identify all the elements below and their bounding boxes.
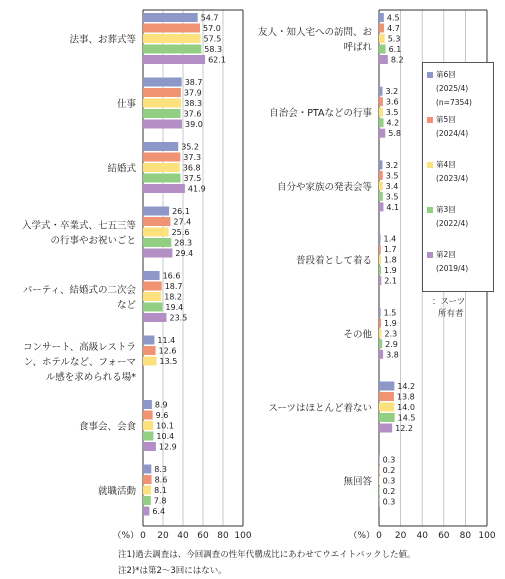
bar-第6回: [379, 308, 381, 317]
data-label: 12.9: [158, 442, 177, 452]
bar-第2回: [379, 202, 383, 211]
data-label: 58.3: [204, 45, 223, 54]
bar-第5回: [379, 318, 381, 327]
data-label: 6.1: [388, 45, 402, 54]
bar-第2回: [143, 184, 185, 193]
bar-第5回: [143, 217, 170, 226]
category-label: の行事やお祝いごと: [50, 235, 136, 247]
data-label: 37.6: [183, 109, 202, 119]
data-label: 41.9: [187, 184, 206, 194]
category-label: 法事、お葬式等: [69, 34, 136, 46]
bar-第5回: [143, 475, 152, 484]
data-label: 12.2: [395, 424, 413, 433]
data-label: 39.0: [185, 120, 203, 129]
bar-第4回: [143, 292, 161, 301]
bar-第4回: [379, 108, 383, 117]
legend-swatch: [427, 162, 433, 168]
x-tick-label: 20: [157, 531, 169, 541]
bar-第2回: [379, 424, 392, 433]
data-label: 8.1: [154, 486, 167, 495]
bar-第4回: [379, 476, 380, 485]
bar-第5回: [143, 153, 180, 162]
data-label: 14.2: [397, 382, 416, 391]
bar-第6回: [379, 382, 394, 391]
bar-第4回: [379, 403, 394, 412]
data-label: 27.4: [173, 217, 192, 227]
data-label: 4.5: [386, 13, 400, 23]
data-label: 10.1: [156, 421, 174, 431]
x-tick-label: 0: [140, 531, 146, 541]
bar-第6回: [143, 465, 151, 474]
category-label: ル感を求められる場*: [45, 372, 136, 383]
bar-第3回: [143, 496, 151, 505]
bar-第2回: [143, 120, 182, 129]
bar-第2回: [379, 129, 385, 138]
bar-第3回: [379, 45, 386, 54]
data-label: 13.8: [396, 392, 415, 402]
legend-series-name: 第3回: [436, 205, 456, 214]
bar-第5回: [379, 97, 383, 106]
data-label: 0.2: [382, 466, 396, 476]
data-label: 14.5: [397, 413, 416, 423]
x-tick-label: 40: [177, 531, 189, 541]
bar-第6回: [379, 455, 380, 464]
data-label: 3.8: [386, 350, 399, 360]
data-label: 16.6: [162, 271, 181, 281]
data-label: 2.3: [384, 329, 398, 339]
bar-第6回: [379, 160, 382, 169]
data-label: 37.5: [183, 174, 202, 183]
legend-swatch: [427, 72, 433, 78]
x-tick-label: 80: [217, 531, 229, 541]
data-label: 4.7: [387, 24, 400, 33]
bar-第5回: [379, 171, 383, 180]
x-unit-label: （%）: [348, 531, 375, 541]
data-label: 0.2: [382, 487, 396, 497]
bar-第6回: [143, 142, 178, 151]
data-label: 7.8: [153, 496, 167, 506]
data-label: 28.3: [174, 238, 193, 248]
category-label: 呼ばれ: [343, 42, 372, 53]
data-label: 57.5: [203, 34, 222, 44]
category-label: 仕事: [116, 99, 136, 110]
bar-第3回: [143, 238, 171, 247]
data-label: 3.2: [385, 87, 399, 97]
subset-note-line-2: 所有者: [438, 309, 464, 319]
bar-第4回: [379, 181, 383, 190]
bar-第6回: [379, 13, 384, 22]
bar-第6回: [143, 207, 169, 216]
bar-第4回: [143, 357, 157, 366]
data-label: 3.4: [385, 181, 399, 191]
data-label: 37.9: [183, 88, 202, 98]
bar-第4回: [143, 421, 153, 430]
data-label: 8.2: [390, 55, 404, 65]
bar-第4回: [379, 329, 381, 338]
data-label: 11.4: [157, 336, 176, 345]
legend-series-period: (2025/4): [436, 84, 469, 93]
bar-第2回: [143, 313, 167, 322]
legend-series-name: 第4回: [436, 160, 456, 169]
data-label: 4.1: [386, 202, 400, 212]
bar-第3回: [379, 413, 395, 422]
x-tick-label: 0: [376, 531, 382, 541]
x-tick-label: 60: [438, 531, 450, 541]
bar-第2回: [379, 497, 380, 506]
bar-第3回: [143, 432, 153, 441]
data-label: 8.6: [154, 475, 168, 485]
category-label: パーティ、結婚式の二次会: [22, 285, 136, 296]
x-tick-label: 80: [459, 531, 472, 541]
data-label: 38.7: [184, 78, 203, 87]
bar-第3回: [143, 109, 181, 118]
data-label: 36.8: [182, 163, 201, 173]
data-label: 1.7: [383, 245, 397, 255]
bar-第5回: [143, 282, 162, 291]
data-label: 0.3: [382, 476, 396, 486]
category-label: スーツはほとんど着ない: [268, 403, 372, 414]
respondent-subset-note: [432, 296, 465, 320]
bar-第4回: [379, 34, 385, 43]
legend-swatch: [427, 252, 433, 258]
bar-第3回: [379, 339, 382, 348]
data-label: 1.4: [383, 234, 397, 244]
bar-第6回: [379, 87, 382, 96]
category-label: 普段着として着る: [295, 255, 372, 267]
legend-swatch: [427, 207, 433, 213]
legend-series-period: (2019/4): [436, 264, 469, 273]
bar-第5回: [143, 346, 156, 355]
data-label: 4.2: [386, 118, 400, 128]
data-label: 3.5: [385, 171, 399, 181]
bar-第5回: [143, 24, 200, 33]
data-label: 2.1: [384, 276, 398, 286]
bar-第6回: [143, 336, 154, 345]
legend-series-name: 第5回: [436, 115, 456, 124]
category-label: コンサート、高級レストラ: [23, 342, 136, 353]
data-label: 3.5: [385, 192, 399, 202]
x-tick-label: 100: [234, 531, 252, 541]
bar-第3回: [143, 45, 201, 54]
data-label: 23.5: [169, 313, 188, 323]
legend: [422, 62, 494, 292]
data-label: 26.1: [172, 207, 190, 216]
data-label: 5.3: [387, 34, 401, 44]
category-label: 友人・知人宅への訪問、お: [257, 27, 372, 38]
bar-第2回: [143, 55, 205, 64]
data-label: 18.7: [164, 282, 183, 291]
legend-swatch: [427, 117, 433, 123]
category-label: ン、ホテルなど、フォーマ: [23, 357, 136, 368]
bar-第3回: [379, 118, 384, 127]
legend-series-name: 第6回: [436, 70, 456, 79]
data-label: 2.9: [385, 339, 398, 349]
bar-第6回: [143, 78, 182, 87]
bar-第4回: [143, 228, 169, 237]
data-label: 0.3: [382, 455, 396, 465]
legend-series-period: (2023/4): [436, 174, 469, 183]
category-label: その他: [343, 329, 372, 341]
data-label: 9.6: [155, 411, 169, 420]
category-label: 自治会・PTAなどの行事: [269, 108, 372, 120]
data-label: 10.4: [156, 432, 175, 441]
bar-第5回: [379, 466, 380, 475]
data-label: 3.5: [385, 108, 399, 118]
data-label: 0.3: [382, 497, 396, 507]
bar-第3回: [379, 487, 380, 496]
bar-第5回: [379, 245, 381, 254]
bar-第4回: [143, 163, 180, 172]
bar-第3回: [143, 174, 181, 183]
data-label: 1.9: [384, 318, 397, 328]
data-label: 3.6: [385, 97, 399, 107]
footnote-1: 注1)過去調査は、今回調査の性年代構成比にあわせてウエイトバックした値。: [118, 550, 416, 560]
bar-第2回: [143, 507, 149, 516]
data-label: 54.7: [200, 13, 219, 23]
bar-第4回: [143, 99, 181, 108]
bar-第6回: [143, 271, 160, 280]
bar-第5回: [379, 392, 394, 401]
bar-第4回: [143, 486, 151, 495]
data-label: 18.2: [164, 292, 183, 302]
x-tick-label: 100: [478, 531, 496, 541]
bar-第3回: [379, 192, 383, 201]
data-label: 62.1: [208, 55, 226, 65]
legend-series-name: 第2回: [436, 250, 456, 259]
category-label: 自分や家族の発表会等: [276, 181, 372, 193]
bar-第6回: [143, 13, 198, 22]
data-label: 3.2: [385, 160, 399, 170]
data-label: 14.0: [397, 403, 415, 412]
subset-note-line-1: ：スーツ: [432, 297, 466, 307]
x-unit-label: （%）: [112, 531, 139, 541]
bar-第2回: [143, 249, 172, 258]
footnote-2: 注2)*は第2〜3回にはない。: [118, 566, 227, 576]
legend-sample-size: (n=7354): [436, 98, 472, 107]
bar-第2回: [379, 350, 383, 359]
bar-第4回: [379, 255, 381, 264]
data-label: 8.9: [154, 400, 168, 410]
bar-第5回: [143, 411, 153, 420]
category-label: 就職活動: [97, 486, 136, 497]
data-label: 12.6: [158, 346, 177, 356]
data-label: 1.9: [384, 266, 397, 276]
bar-第2回: [379, 276, 381, 285]
bar-第6回: [379, 234, 381, 243]
bar-第2回: [143, 442, 156, 451]
data-label: 29.4: [175, 249, 194, 258]
data-label: 1.5: [383, 308, 397, 318]
legend-series-period: (2022/4): [436, 219, 469, 228]
category-label: 無回答: [343, 476, 372, 488]
data-label: 8.3: [154, 465, 168, 474]
bar-第3回: [379, 266, 381, 275]
data-label: 1.8: [383, 255, 397, 265]
data-label: 35.2: [181, 142, 200, 152]
bar-第2回: [379, 55, 388, 64]
category-label: など: [116, 300, 136, 311]
legend-series-period: (2024/4): [436, 129, 469, 138]
data-label: 25.6: [171, 228, 190, 237]
category-label: 結婚式: [107, 163, 136, 175]
x-tick-label: 20: [394, 531, 407, 541]
x-tick-label: 40: [416, 531, 428, 541]
panel-1: [22, 10, 252, 541]
bar-第3回: [143, 303, 162, 312]
data-label: 5.8: [388, 129, 401, 139]
data-label: 13.5: [159, 357, 178, 366]
bar-第6回: [143, 400, 152, 409]
data-label: 6.4: [152, 507, 166, 516]
data-label: 38.3: [184, 99, 203, 108]
category-label: 入学式・卒業式、七五三等: [21, 220, 136, 232]
bar-第4回: [143, 34, 201, 43]
bar-第5回: [379, 24, 384, 33]
bar-第5回: [143, 88, 181, 97]
category-label: 食事会、会食: [78, 421, 136, 433]
data-label: 19.4: [165, 303, 184, 312]
data-label: 37.3: [183, 153, 202, 162]
x-tick-label: 60: [197, 531, 209, 541]
data-label: 57.0: [203, 24, 221, 33]
